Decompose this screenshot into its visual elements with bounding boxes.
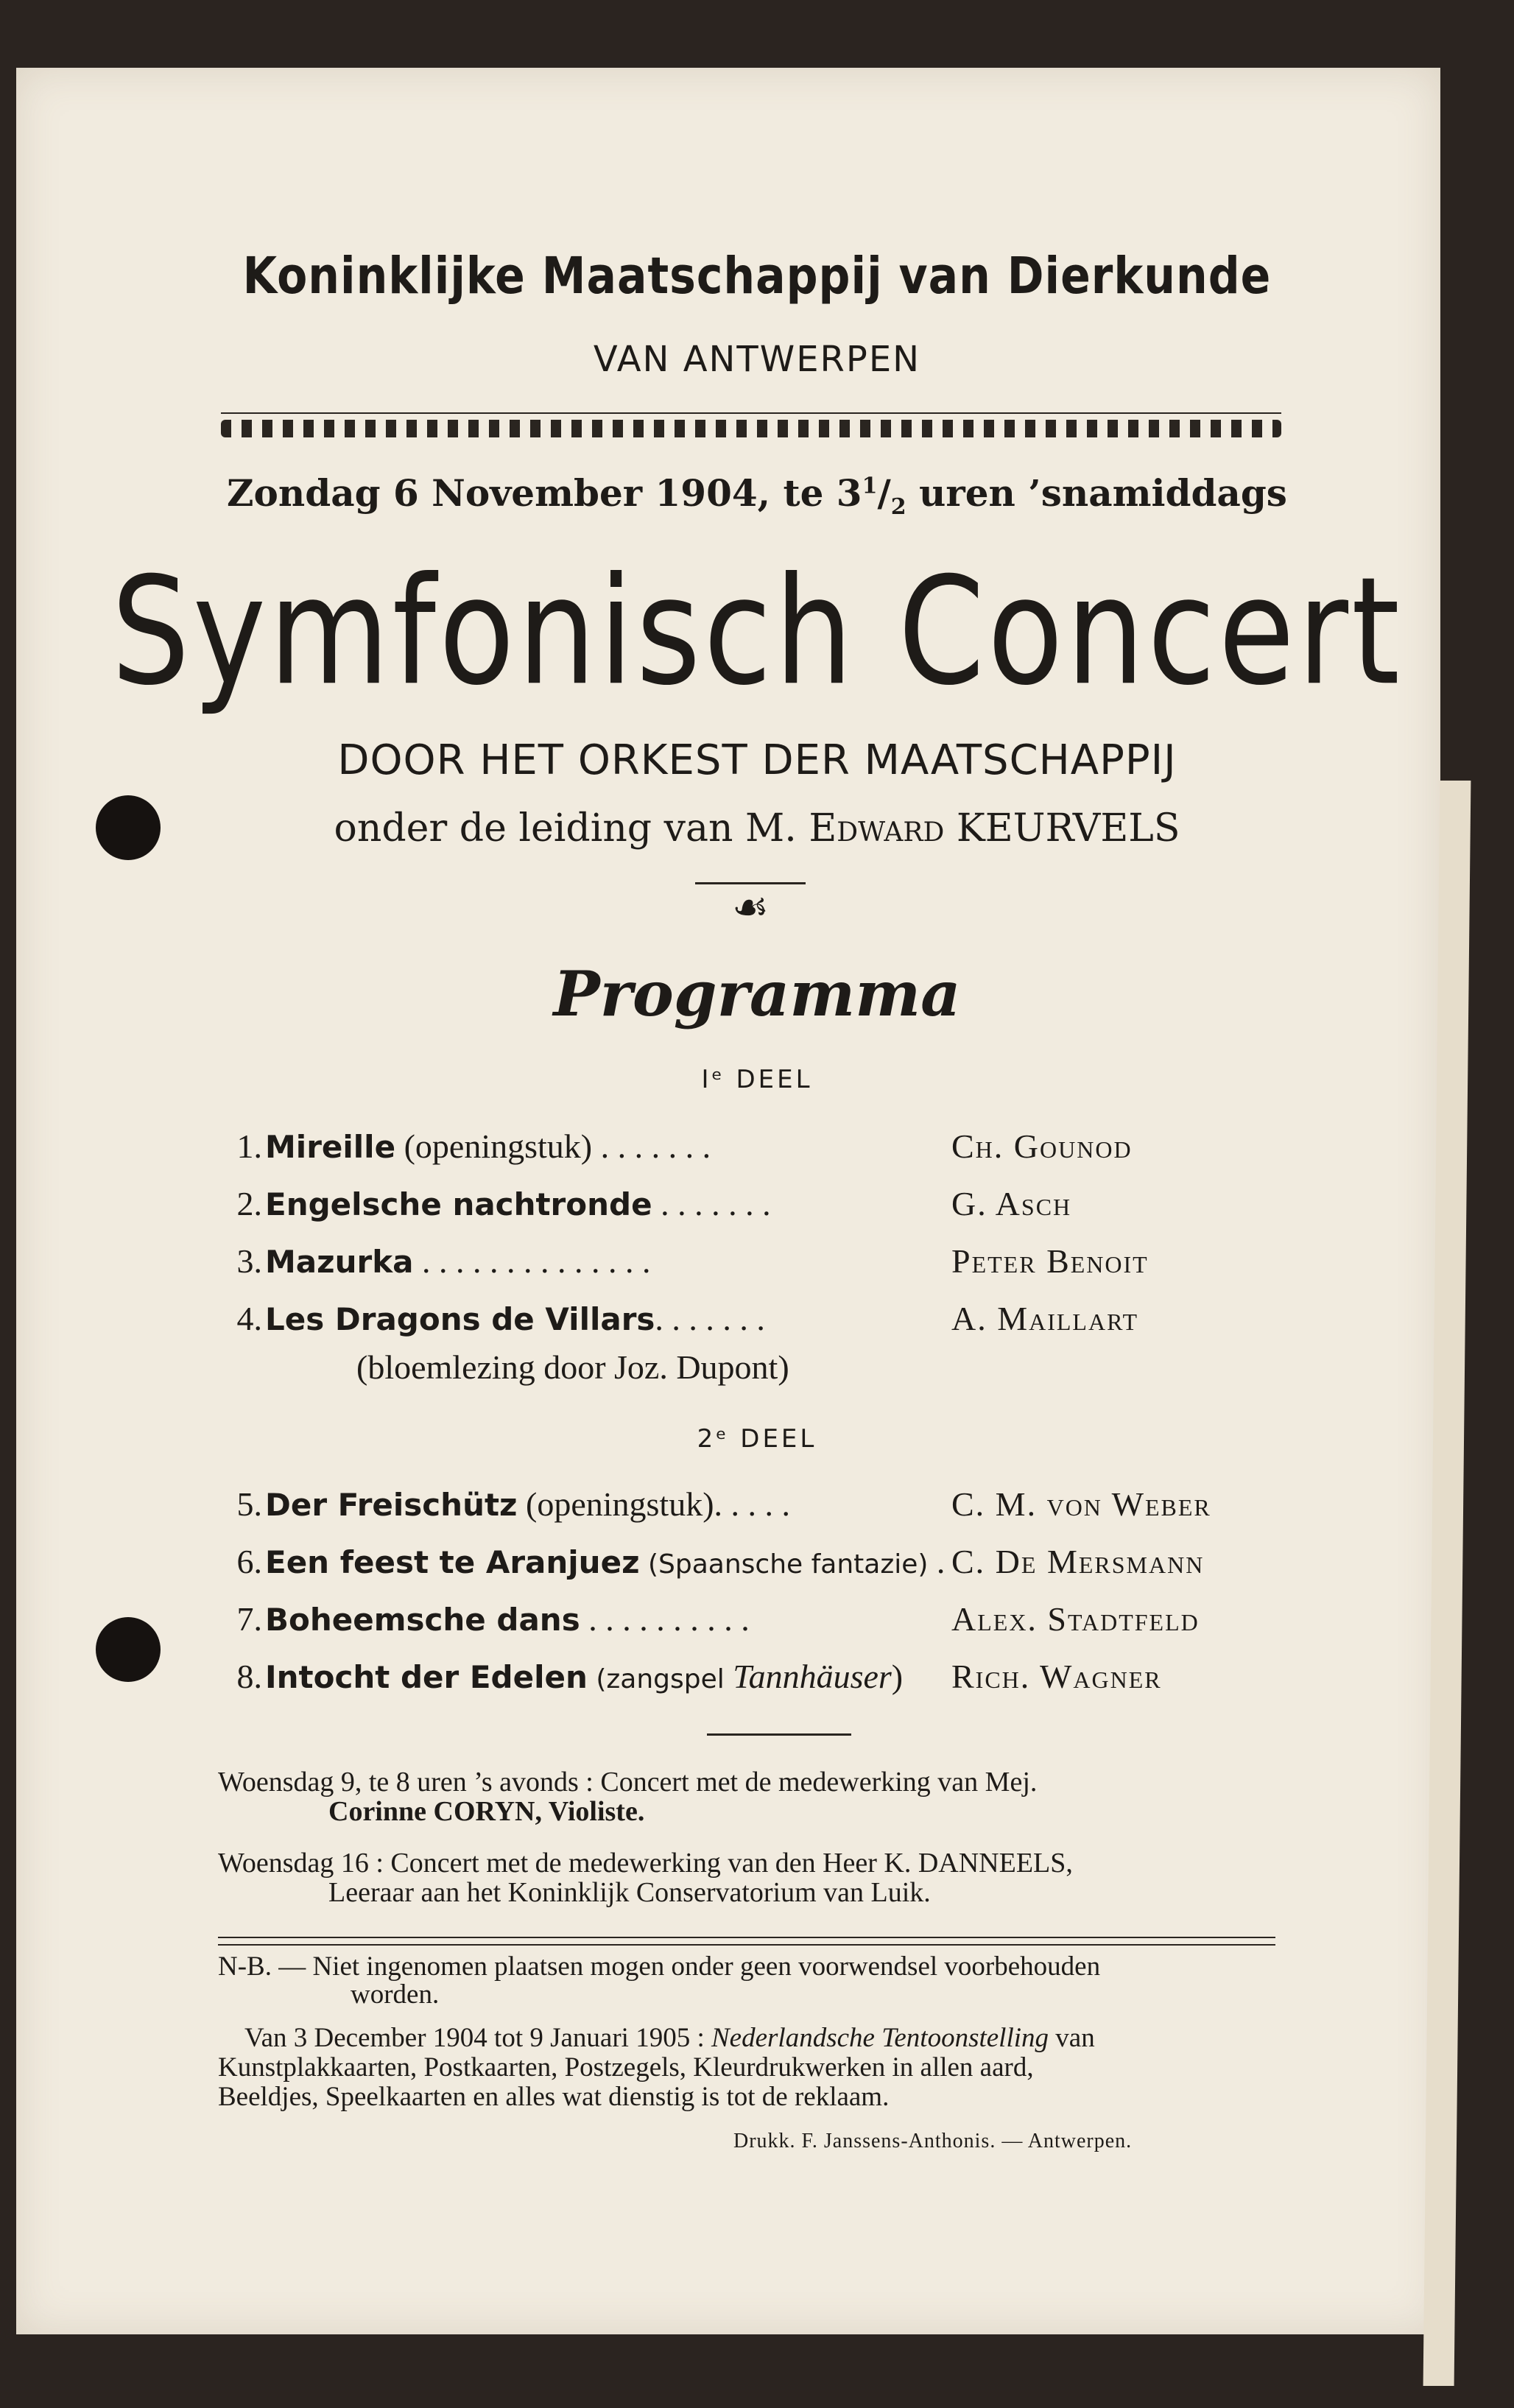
notice-1: Woensdag 9, te 8 uren ’s avonds : Concert met de medewerking van Mej. Corinne CORYN, Violiste. bbox=[218, 1767, 1038, 1827]
notice-2: Woensdag 16 : Concert met de medewerking van den Heer K. DANNEELS, Leeraar aan het Koninklijk Conservatorium van Luik. bbox=[218, 1848, 1073, 1908]
concert-title: Symfonisch Concert bbox=[111, 545, 1403, 719]
part2-label: 2ᵉ DEEL bbox=[697, 1424, 817, 1454]
ornament-icon: ☙ bbox=[731, 884, 770, 932]
exhibition-note: Van 3 December 1904 tot 9 Januari 1905 : Nederlandsche Tentoonstelling van Kunstplakkaarten, Postkaarten, Postzegels, Kleurdrukwerken in allen aard, Beeldjes, Speelkaarten en alles wat dienstig is tot de reklaam. bbox=[218, 2023, 1095, 2112]
list-item: 1. Mireille (openingstuk) . . . . . . . Ch. Gounod bbox=[236, 1127, 1133, 1165]
programme-heading: Programma bbox=[553, 957, 961, 1030]
conductor-line: onder de leiding van M. Edward KEURVELS bbox=[334, 806, 1180, 851]
divider-footer-2 bbox=[218, 1944, 1275, 1946]
list-item: 7. Boheemsche dans . . . . . . . . . . Alex. Stadtfeld bbox=[236, 1600, 1200, 1638]
society-name: Koninklijke Maatschappij van Dierkunde bbox=[242, 246, 1272, 306]
orchestra-line: DOOR HET ORKEST DER MAATSCHAPPIJ bbox=[337, 736, 1177, 784]
divider-top bbox=[221, 412, 1281, 414]
list-item: 5. Der Freischütz (openingstuk). . . . . C. M. von Weber bbox=[236, 1485, 1211, 1523]
printer-credit: Drukk. F. Janssens-Anthonis. — Antwerpen. bbox=[733, 2130, 1133, 2152]
divider-middle bbox=[707, 1733, 851, 1736]
list-item: 3. Mazurka . . . . . . . . . . . . . . Peter Benoit bbox=[236, 1242, 1149, 1280]
list-item: 6. Een feest te Aranjuez (Spaansche fantazie) . C. De Mersmann bbox=[236, 1543, 1205, 1580]
list-item: 2. Engelsche nachtronde . . . . . . . G. Asch bbox=[236, 1185, 1072, 1222]
punch-hole-bottom bbox=[96, 1617, 161, 1682]
ornamental-border bbox=[221, 420, 1281, 437]
city-name: VAN ANTWERPEN bbox=[593, 339, 921, 380]
list-item: 4. Les Dragons de Villars. . . . . . . A. Maillart bbox=[236, 1300, 1139, 1337]
nb-note: N-B. — Niet ingenomen plaatsen mogen onder geen voorwendsel voorbehouden worden. bbox=[218, 1951, 1101, 2010]
arrangement-note: (bloemlezing door Joz. Dupont) bbox=[356, 1348, 789, 1386]
date-line: Zondag 6 November 1904, te $3^1/_2$ uren ’snamiddags bbox=[227, 471, 1287, 520]
list-item: 8. Intocht der Edelen (zangspel Tannhäuser) Rich. Wagner bbox=[236, 1658, 1162, 1695]
divider-footer-1 bbox=[218, 1937, 1275, 1938]
part1-label: Iᵉ DEEL bbox=[701, 1065, 813, 1094]
